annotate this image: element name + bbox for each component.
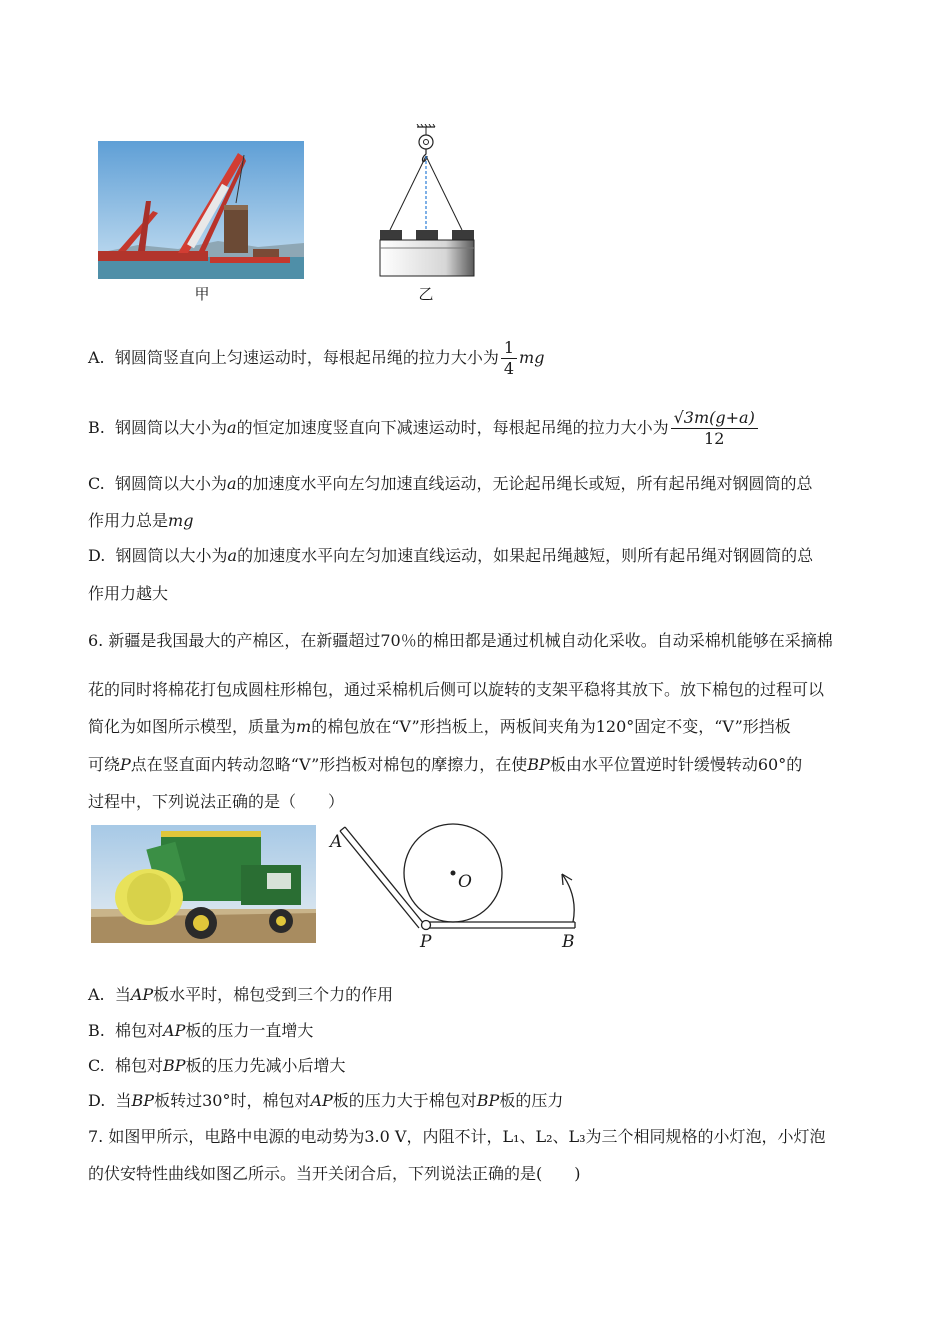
q5-option-a: A. 钢圆筒竖直向上匀速运动时，每根起吊绳的拉力大小为 $\frac{1}{4}$ mg — [88, 338, 545, 378]
q5-option-c-line1: C. 钢圆筒以大小为a的加速度水平向左匀加速直线运动，无论起吊绳长或短，所有起吊绳对钢圆筒的总 — [88, 474, 813, 493]
q6-stem-line1: 6. 新疆是我国最大的产棉区，在新疆超过70％的棉田都是通过机械自动化采收。自动采棉机能够在采摘棉 — [88, 631, 833, 650]
fraction-tension-b: $\frac{√3m(g+a)}{12}$ — [671, 408, 758, 449]
q6-option-c: C. 棉包对BP板的压力先减小后增大 — [88, 1056, 346, 1075]
q6-stem-line3: 简化为如图所示模型，质量为m的棉包放在“V”形挡板上，两板间夹角为120°固定不变，“V”形挡板 — [88, 717, 791, 736]
q7-stem-line2: 的伏安特性曲线如图乙所示。当开关闭合后，下列说法正确的是( ) — [88, 1164, 581, 1183]
q6-option-d: D. 当BP板转过30°时，棉包对AP板的压力大于棉包对BP板的压力 — [88, 1091, 564, 1110]
q6-stem-line4: 可绕P点在竖直面内转动忽略“V”形挡板对棉包的摩擦力，在使BP板由水平位置逆时针缓慢转动60°的 — [88, 755, 803, 774]
cotton-picker-photo — [91, 825, 316, 943]
label-o: O — [458, 872, 472, 892]
q6-option-b: B. 棉包对AP板的压力一直增大 — [88, 1021, 314, 1040]
fraction-one-quarter: $\frac{1}{4}$ — [501, 338, 517, 379]
q6-option-a: A. 当AP板水平时，棉包受到三个力的作用 — [88, 985, 394, 1004]
label-a: A — [330, 832, 343, 852]
q5-option-c-line2: 作用力总是mg — [88, 511, 194, 530]
figure-yi-caption: 乙 — [418, 285, 434, 303]
q7-stem-line1: 7. 如图甲所示，电路中电源的电动势为3.0 V，内阻不计，L₁、L₂、L₃为三个相同规格的小灯泡，小灯泡 — [88, 1127, 826, 1146]
drum-hoist-diagram — [374, 124, 479, 280]
q6-stem-line5: 过程中，下列说法正确的是（ ） — [88, 792, 345, 811]
q6-stem-line2: 花的同时将棉花打包成圆柱形棉包，通过采棉机后侧可以旋转的支架平稳将其放下。放下棉包的过程可以 — [88, 680, 825, 699]
label-p: P — [420, 932, 432, 952]
figure-jia-caption: 甲 — [194, 285, 210, 303]
v-baffle-diagram — [328, 818, 588, 954]
q5-option-b: B. 钢圆筒以大小为a的恒定加速度竖直向下减速运动时，每根起吊绳的拉力大小为 $\frac{√3m(g+a)}{12}$ — [88, 408, 760, 449]
label-b: B — [562, 932, 575, 952]
q5-option-d-line1: D. 钢圆筒以大小为a的加速度水平向左匀加速直线运动，如果起吊绳越短，则所有起吊绳对钢圆筒的总 — [88, 546, 814, 565]
crane-ship-photo — [98, 141, 304, 279]
q5-option-d-line2: 作用力越大 — [88, 584, 169, 603]
